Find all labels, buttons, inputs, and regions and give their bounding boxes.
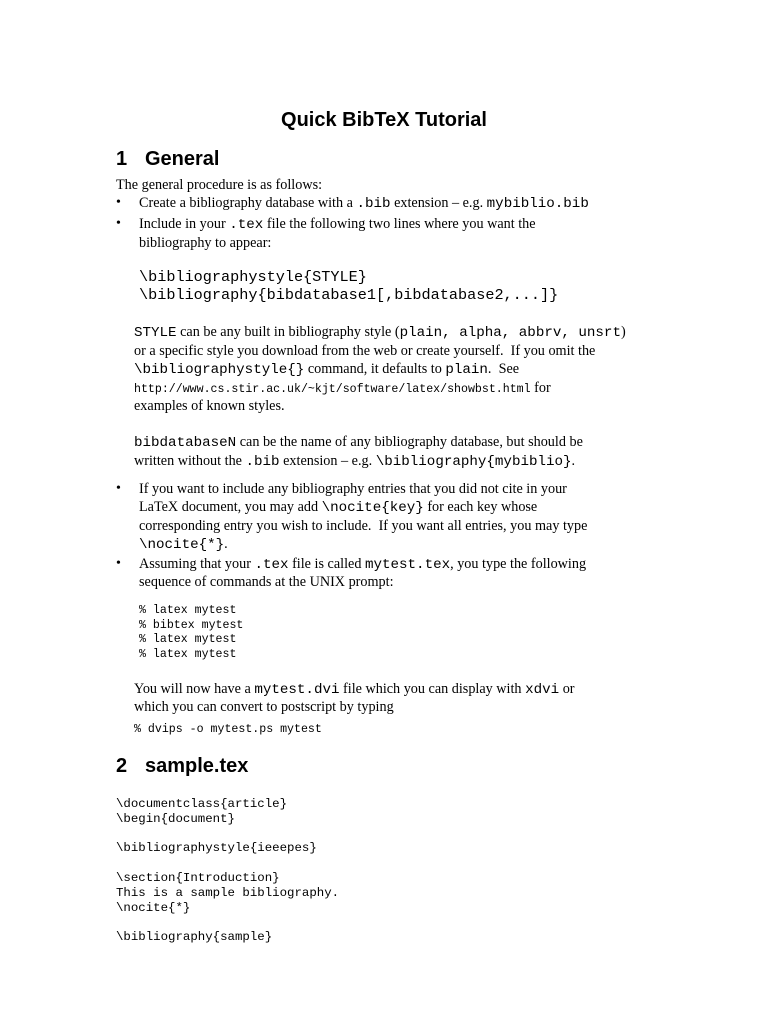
section-2-title: sample.tex (145, 755, 249, 777)
bullet-1-marker: • (116, 195, 121, 210)
section-1-title: General (145, 148, 220, 170)
command-line-3: % latex mytest (139, 633, 237, 646)
command-line-2: % bibtex mytest (139, 619, 244, 632)
bullet-1-text: Create a bibliography database with a .bib extension – e.g. mybiblio.bib (139, 195, 589, 212)
sample-code-line-8: \nocite{*} (116, 901, 191, 915)
bibdatabase-paragraph-line-2: written without the .bib extension – e.g. \bibliography{mybiblio}. (134, 453, 576, 470)
sample-code-line-7: This is a sample bibliography. (116, 886, 340, 900)
sample-code-line-1: \documentclass{article} (116, 797, 288, 811)
style-paragraph-line-1: STYLE can be any built in bibliography style (plain, alpha, abbrv, unsrt) (134, 324, 626, 341)
bullet-3-line-4: \nocite{*}. (139, 536, 228, 553)
sample-code-line-6: \section{Introduction} (116, 871, 280, 885)
sample-code-line-10: \bibliography{sample} (116, 930, 273, 944)
code-bibliography: \bibliography{bibdatabase1[,bibdatabase2,...]} (139, 286, 559, 304)
section-2-number: 2 (116, 755, 128, 777)
style-paragraph-line-3: \bibliographystyle{} command, it defaults to plain. See (134, 361, 520, 378)
section-1-heading (116, 146, 219, 172)
bullet-4-marker: • (116, 556, 121, 571)
intro-text: The general procedure is as follows: (116, 177, 323, 193)
section-1-number: 1 (116, 148, 128, 170)
showbst-url[interactable]: http://www.cs.stir.ac.uk/~kjt/software/latex/showbst.html (134, 383, 531, 396)
dvips-command: % dvips -o mytest.ps mytest (134, 723, 322, 736)
style-paragraph-line-5: examples of known styles. (134, 398, 285, 414)
sample-code-line-4: \bibliographystyle{ieeepes} (116, 841, 317, 855)
dvi-paragraph-line-2: which you can convert to postscript by typing (134, 699, 394, 715)
bullet-2-marker: • (116, 216, 121, 231)
sample-code-line-2: \begin{document} (116, 812, 235, 826)
bullet-3-line-2: LaTeX document, you may add \nocite{key} for each key whose (139, 499, 538, 516)
style-paragraph-line-2: or a specific style you download from the web or create yourself. If you omit the (134, 343, 596, 359)
command-line-4: % latex mytest (139, 648, 237, 661)
code-bibliographystyle: \bibliographystyle{STYLE} (139, 268, 367, 286)
bullet-3-marker: • (116, 481, 121, 496)
command-line-1: % latex mytest (139, 604, 237, 617)
bullet-4-line-2: sequence of commands at the UNIX prompt: (139, 574, 394, 590)
bullet-2-line-1: Include in your .tex file the following two lines where you want the (139, 216, 536, 233)
bullet-3-line-1: If you want to include any bibliography entries that you did not cite in your (139, 481, 567, 497)
document-title: Quick BibTeX Tutorial (281, 109, 487, 131)
bullet-4-line-1: Assuming that your .tex file is called mytest.tex, you type the following (139, 556, 587, 573)
dvi-paragraph-line-1: You will now have a mytest.dvi file which you can display with xdvi or (134, 681, 575, 698)
bullet-3-line-3: corresponding entry you wish to include. If you want all entries, you may type (139, 518, 588, 534)
bullet-2-line-2: bibliography to appear: (139, 235, 272, 251)
section-2-heading (116, 753, 248, 779)
bibdatabase-paragraph-line-1: bibdatabaseN can be the name of any bibliography database, but should be (134, 434, 583, 451)
style-paragraph-line-4: http://www.cs.stir.ac.uk/~kjt/software/latex/showbst.html for (134, 380, 551, 396)
